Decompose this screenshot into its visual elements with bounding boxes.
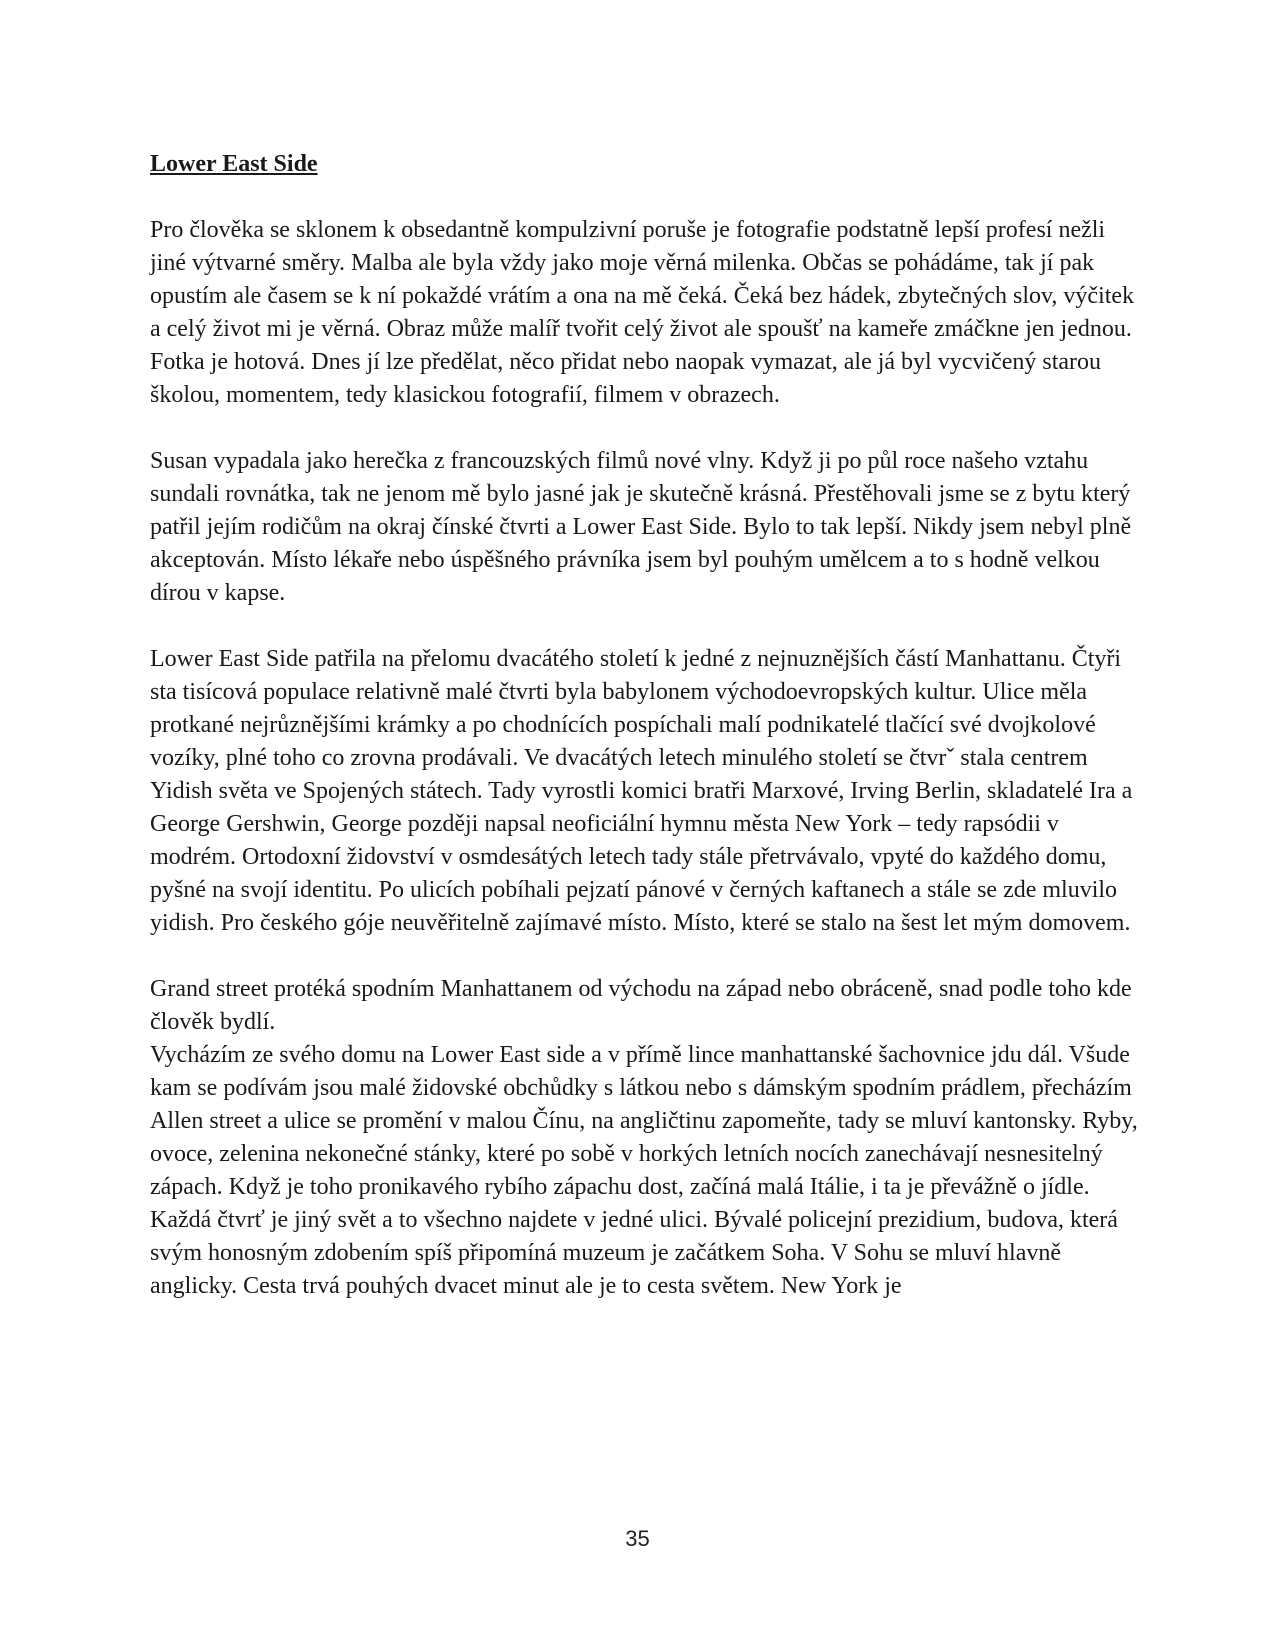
page-title: Lower East Side	[150, 151, 318, 177]
paragraph-grand-street: Grand street protéká spodním Manhattanem od východu na západ nebo obráceně, snad podle toho kde člověk bydlí.	[150, 976, 1132, 1035]
paragraph-photography: Pro člověka se sklonem k obsedantně kompulzivní poruše je fotografie podstatně lepší profesí nežli jiné výtvarné směry. Malba ale byla vždy jako moje věrná milenka. Občas se pohádáme, tak jí pak opustím ale časem se k ní pokaždé vrátím a ona na mě čeká. Čeká bez hádek, zbytečných slov, výčitek a celý život mi je věrná. Obraz může malíř tvořit celý život ale spoušť na kameře zmáčkne jen jednou. Fotka je hotová. Dnes jí lze předělat, něco přidat nebo naopak vymazat, ale já byl vycvičený starou školou, momentem, tedy klasickou fotografií, filmem v obrazech.	[150, 217, 1135, 408]
paragraph-walk: Vycházím ze svého domu na Lower East side a v přímě lince manhattanské šachovnice jdu dál. Všude kam se podívám jsou malé židovské obchůdky s látkou nebo s dámským spodním prádlem, přecházím Allen street a ulice se promění v malou Čínu, na angličtinu zapomeňte, tady se mluví kantonsky. Ryby, ovoce, zelenina nekonečné stánky, které po sobě v horkých letních nocích zanechávají nesnesitelný zápach. Když je toho pronikavého rybího zápachu dost, začíná malá Itálie, i ta je převážně o jídle. Každá čtvrť je jiný svět a to všechno najdete v jedné ulici. Bývalé policejní prezidium, budova, která svým honosným zdobením spíš připomíná muzeum je začátkem Soha. V Sohu se mluví hlavně anglicky. Cesta trvá pouhých dvacet minut ale je to cesta světem. New York je	[150, 1042, 1138, 1299]
paragraph-lower-east-side-history: Lower East Side patřila na přelomu dvacátého století k jedné z nejnuznějších částí Manhattanu. Čtyři sta tisícová populace relativně malé čtvrti byla babylonem východoevropských kultur. Ulice měla protkané nejrůznějšími krámky a po chodnících pospíchali malí podnikatelé tlačící své dvojkolové vozíky, plné toho co zrovna prodávali. Ve dvacátých letech minulého století se čtvrˇ stala centrem Yidish světa ve Spojených státech. Tady vyrostli komici bratři Marxové, Irving Berlin, skladatelé Ira a George Gershwin, George později napsal neoficiální hymnu města New York – tedy rapsódii v modrém. Ortodoxní židovství v osmdesátých letech tady stále přetrvávalo, vpyté do každého domu, pyšné na svojí identitu. Po ulicích pobíhali pejzatí pánové v černých kaftanech a stále se zde mluvilo yidish. Pro českého góje neuvěřitelně zajímavé místo. Místo, které se stalo na šest let mým domovem.	[150, 646, 1133, 936]
page-number: 35	[625, 1526, 650, 1551]
paragraph-susan: Susan vypadala jako herečka z francouzských filmů nové vlny. Když ji po půl roce našeho vztahu sundali rovnátka, tak ne jenom mě bylo jasné jak je skutečně krásná. Přestěhovali jsme se z bytu který patřil jejím rodičům na okraj čínské čtvrti a Lower East Side. Bylo to tak lepší. Nikdy jsem nebyl plně akceptován. Místo lékaře nebo úspěšného právníka jsem byl pouhým umělcem a to s hodně velkou dírou v kapse.	[150, 448, 1132, 606]
document-page	[150, 148, 1140, 1303]
